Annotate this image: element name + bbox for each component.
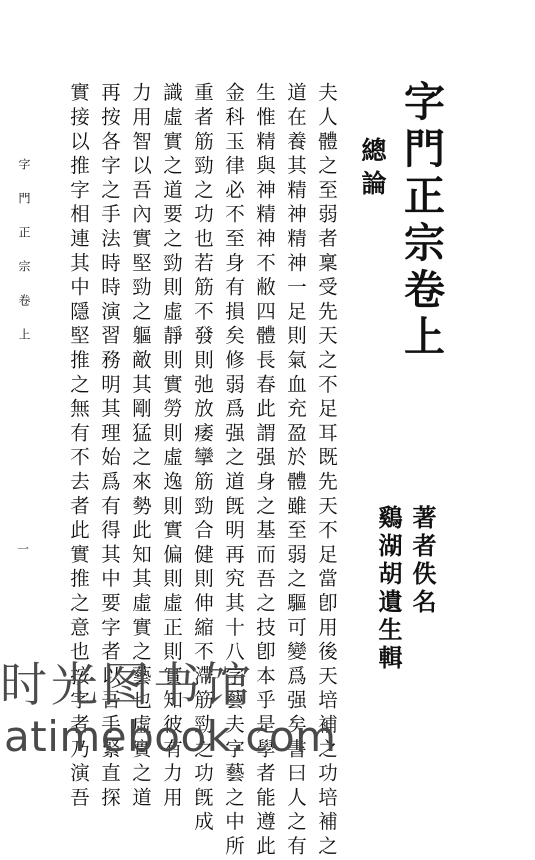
- text-column: 道在養其精神精神一足則氣血充盈於體雖至弱之驅可變爲强矣書曰人之有: [284, 82, 307, 860]
- text-column: 實接以推字相連其中隱堅推之無有不去者此實推之意也按字者乃演吾: [67, 82, 90, 811]
- watermark-chinese: 时光图书馆: [0, 658, 255, 713]
- watermark-url: atimebook.com: [4, 712, 337, 761]
- page-title: 字門正宗卷上: [397, 80, 445, 362]
- text-column: 生惟精與神精神不敝四體長春此謂强身之基而吾之技卽本乎是學者能遵此: [253, 82, 276, 860]
- page-number: 一: [17, 542, 30, 556]
- compiler-credit: 鷄湖胡遺生輯: [374, 505, 403, 673]
- author-credit: 著者佚名: [408, 505, 437, 617]
- text-column: 夫人體之至弱者稟受先天之不足耳既先天不足當卽用後天培補之功培補之: [315, 82, 338, 860]
- text-column: 再按各字之手法時時演習務明其理始爲有得其中要字者以吾手緊直探: [98, 82, 121, 811]
- text-column: 識虛實之道要之勁則虛靜則實勞則虛逸則實偏則虛正則實知彼有力用: [160, 82, 183, 811]
- text-column: 力用智以吾內實堅勁之軀敵其剛猛之來勢此知其虛實之藝也虛實之道: [129, 82, 152, 811]
- text-column: 金科玉律必不至身有損矣修弱爲强之道旣明再究其十八字藝夫字藝之中所: [222, 82, 245, 860]
- running-head: 字門正宗卷上: [17, 158, 31, 362]
- text-column: 重者筋勁之功也若筋不發則弛放痿攣筋勁合健則伸縮不滯筋勁之功旣成: [191, 82, 214, 836]
- section-title: 總論: [358, 137, 387, 203]
